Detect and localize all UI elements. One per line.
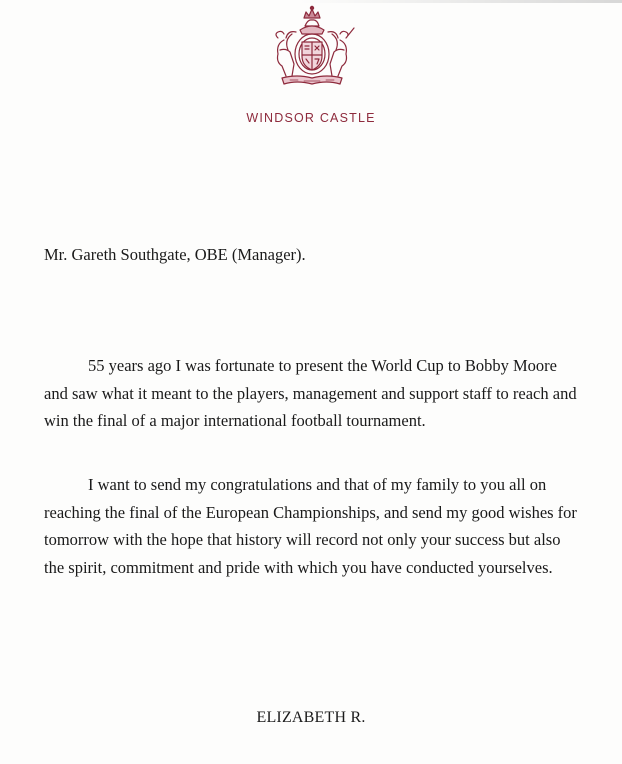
- addressee-line: Mr. Gareth Southgate, OBE (Manager).: [44, 245, 306, 264]
- royal-coat-of-arms-icon: [262, 4, 362, 90]
- signature: ELIZABETH R.: [256, 709, 366, 726]
- letterhead-title: WINDSOR CASTLE: [246, 111, 376, 125]
- letter-paragraph-2: I want to send my congratulations and that of my family to you all on reaching the final of the European Championships, and send my good wishes for tomorrow with the hope that history will record not only your success but also the spirit, commitment and pride with which you have conducted yourselves.: [44, 475, 577, 577]
- paper-edge: [300, 0, 622, 3]
- letter-paragraph-1: 55 years ago I was fortunate to present the World Cup to Bobby Moore and saw what it meant to the players, management and support staff to reach and win the final of a major international football tournament.: [44, 356, 577, 430]
